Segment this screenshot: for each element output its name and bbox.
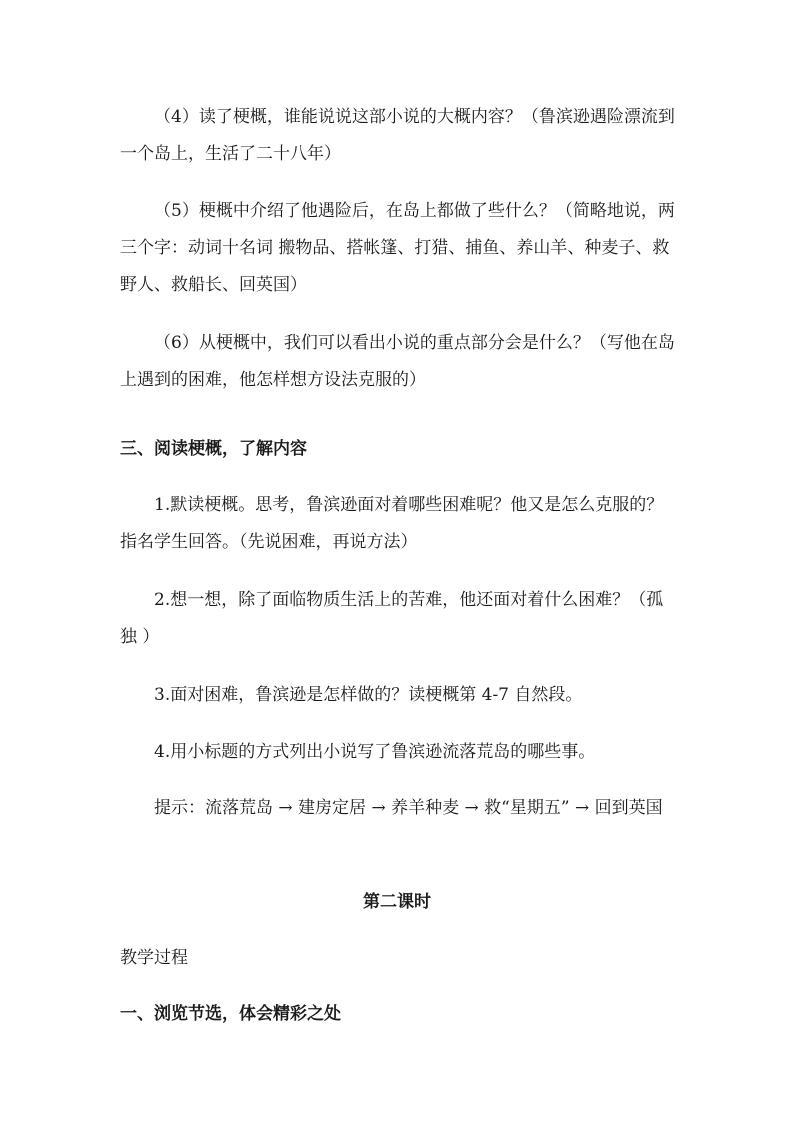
paragraph-item-1: 1.默读梗概。思考，鲁滨逊面对着哪些困难呢？他又是怎么克服的？指名学生回答。（先说困难，再说方法）: [120, 495, 664, 552]
paragraph-hint: 提示：流落荒岛 → 建房定居 → 养羊种麦 → 救“星期五” → 回到英国: [154, 798, 663, 818]
paragraph-question-5: （5）梗概中介绍了他遇险后，在岛上都做了些什么？（简略地说，两三个字：动词十名词 搬物品、搭帐篷、打猎、捕鱼、养山羊、种麦子、救野人、救船长、回英国）: [120, 201, 675, 295]
paragraph-item-4: 4.用小标题的方式列出小说写了鲁滨逊流落荒岛的哪些事。: [154, 742, 596, 762]
paragraph-item-3: 3.面对困难，鲁滨逊是怎样做的？读梗概第 4-7 自然段。: [154, 685, 583, 705]
section-heading-3: 三、阅读梗概，了解内容: [120, 439, 307, 459]
section-heading-1: 一、浏览节选，体会精彩之处: [120, 1004, 341, 1024]
lesson-title: 第二课时: [363, 892, 431, 912]
teaching-process-label: 教学过程: [120, 948, 188, 968]
paragraph-item-2: 2.想一想，除了面临物质生活上的苦难，他还面对着什么困难？（孤独 ）: [120, 590, 664, 647]
paragraph-question-6: （6）从梗概中，我们可以看出小说的重点部分会是什么？（写他在岛上遇到的困难，他怎样想方设法克服的）: [120, 333, 675, 390]
paragraph-question-4: （4）读了梗概，谁能说说这部小说的大概内容？（鲁滨逊遇险漂流到一个岛上，生活了二十八年）: [120, 107, 675, 164]
